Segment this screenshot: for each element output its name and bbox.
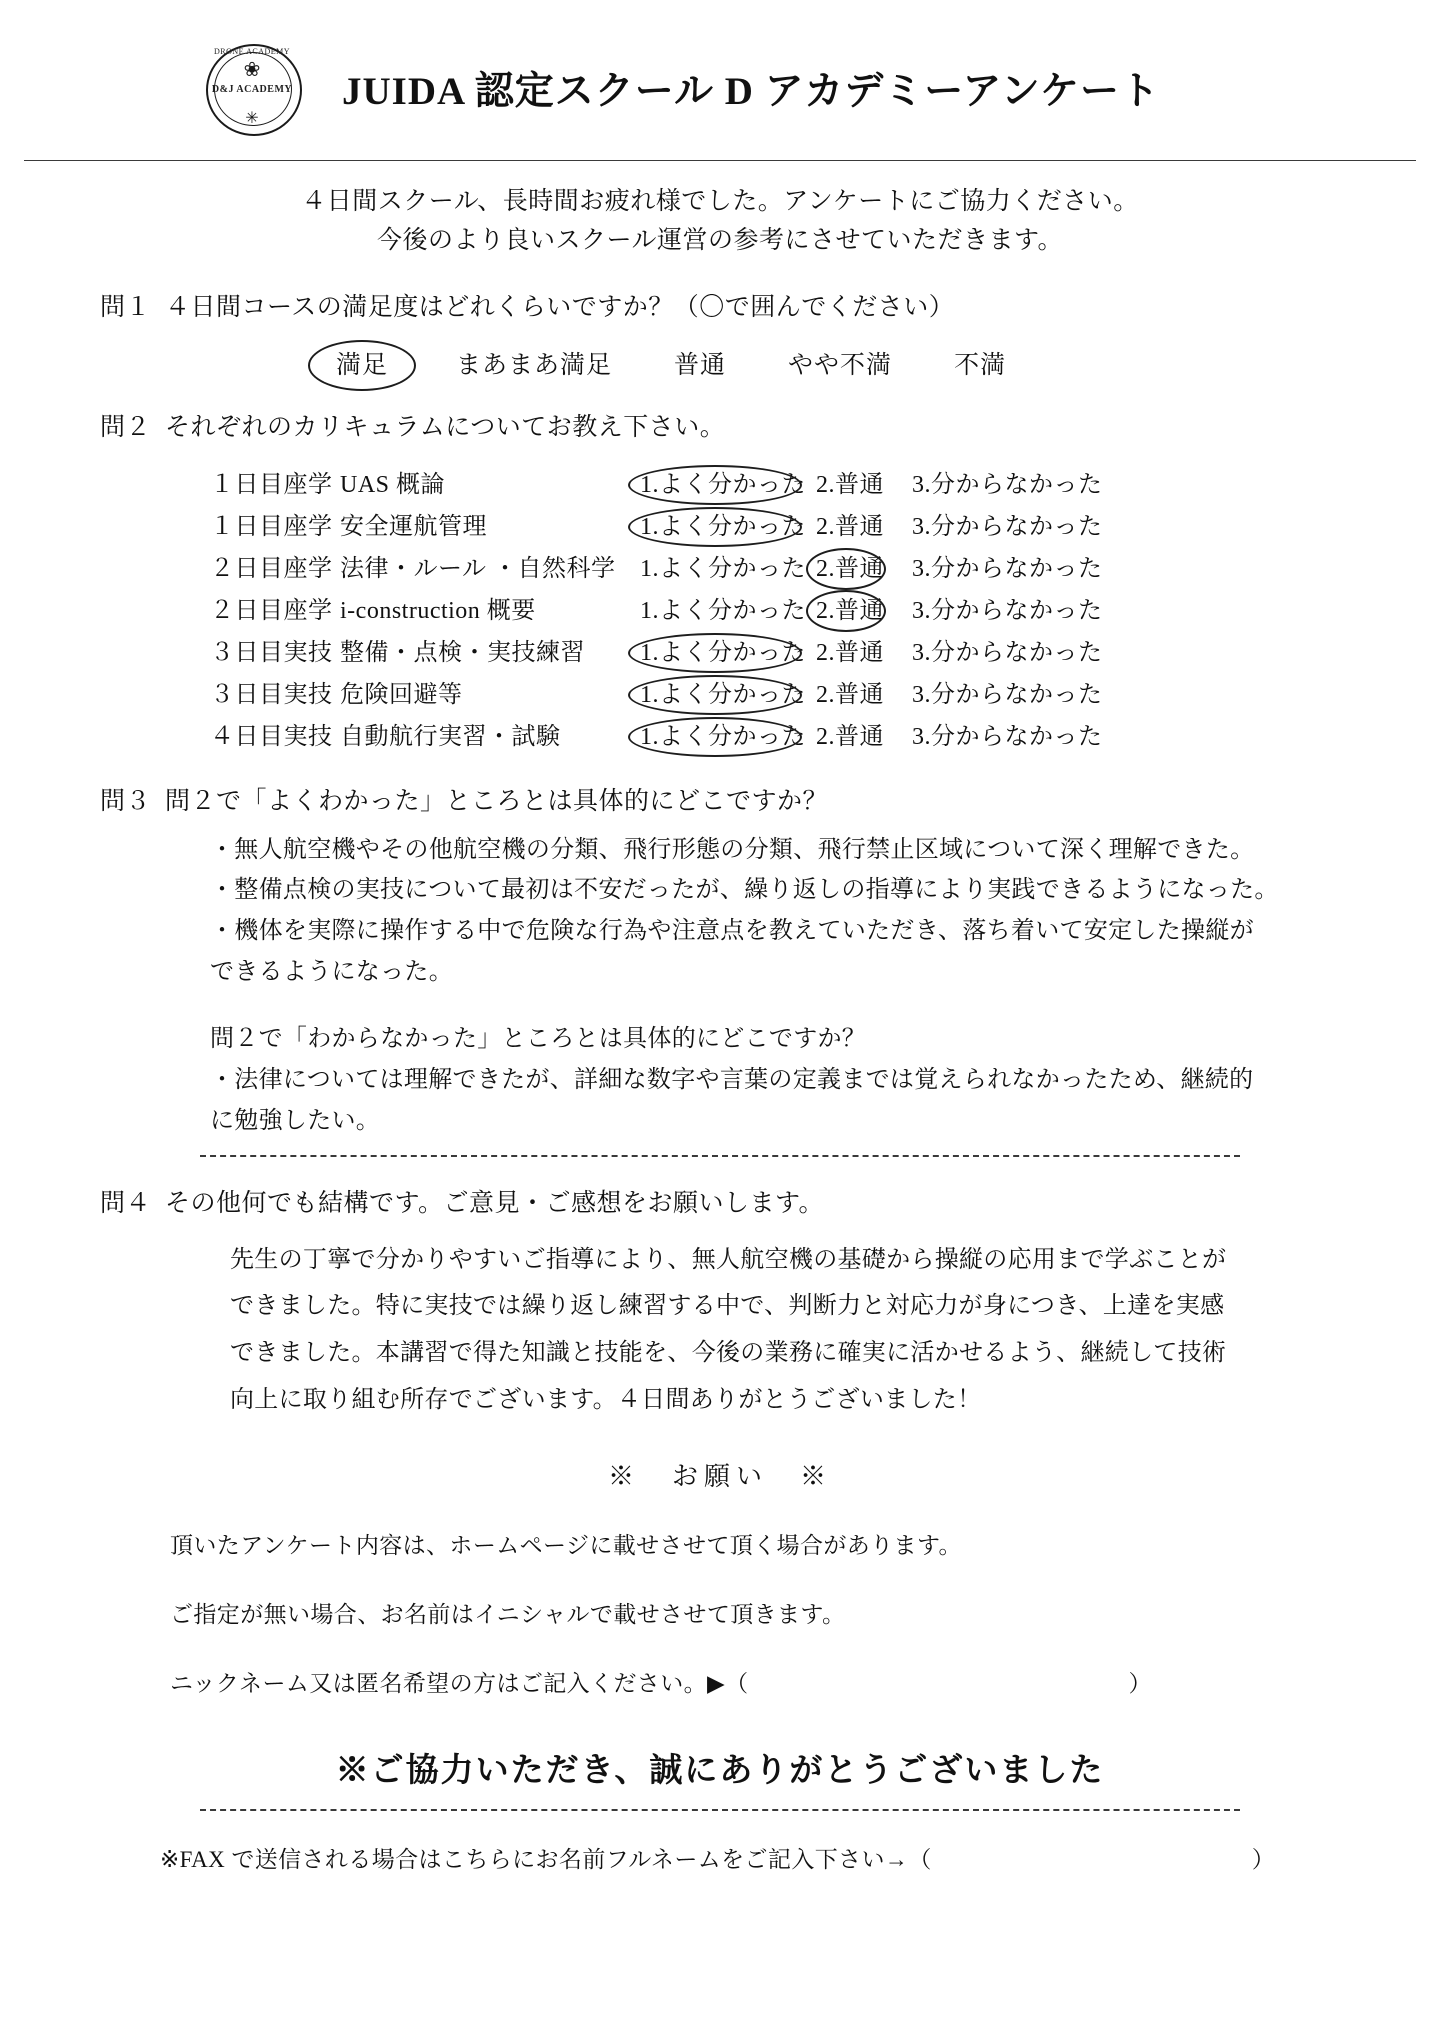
row-option-1[interactable] xyxy=(640,716,812,751)
row-option-1-label: 1.よく分かった xyxy=(640,682,806,708)
row-subject: 自動航行実習・試験 xyxy=(340,724,561,750)
row-option-2[interactable] xyxy=(816,548,908,583)
request-heading: ※ お願い ※ xyxy=(607,1461,832,1491)
row-option-2[interactable]: 2.普通 xyxy=(816,640,884,666)
document-header xyxy=(0,0,1440,138)
table-row xyxy=(210,587,1440,629)
question-3 xyxy=(100,781,1440,817)
question-1-options xyxy=(330,345,1440,381)
closing-thanks: ※ご協力いただき、誠にありがとうございました xyxy=(335,1752,1105,1789)
nickname-paren-close: ） xyxy=(1128,1670,1152,1696)
q3-answer-line-4: できるようになった。 xyxy=(210,959,453,986)
row-option-3[interactable]: 3.分からなかった xyxy=(912,598,1103,624)
fax-name-line xyxy=(160,1841,1440,1874)
q4-answer-line-2: できました。特に実技では繰り返し練習する中で、判断力と対応力が身につき、上達を実感 xyxy=(230,1293,1225,1320)
drone-academy-logo-icon xyxy=(200,38,308,138)
q4-answer-line-3: できました。本講習で得た知識と技能を、今後の業務に確実に活かせるよう、継続して技術 xyxy=(230,1340,1227,1367)
question-3-number: 問３ xyxy=(100,787,152,815)
row-option-1[interactable] xyxy=(640,464,812,499)
question-4-text: その他何でも結構です。ご意見・ご感想をお願いします。 xyxy=(165,1189,825,1217)
table-row xyxy=(210,671,1440,713)
request-note-1: 頂いたアンケート内容は、ホームページに載せさせて頂く場合があります。 xyxy=(170,1532,962,1558)
question-3-answer xyxy=(210,831,1300,1141)
request-note-2: ご指定が無い場合、お名前はイニシャルで載せさせて頂きます。 xyxy=(170,1601,846,1627)
question-2-text: それぞれのカリキュラムについてお教え下さい。 xyxy=(165,413,726,441)
q3-sub-answer-line-1: ・法律については理解できたが、詳細な数字や言葉の定義までは覚えられなかったため、継続的 xyxy=(210,1066,1254,1093)
question-4-answer xyxy=(230,1237,1290,1424)
row-option-1[interactable] xyxy=(640,506,812,541)
q1-option-0-label: 満足 xyxy=(330,350,394,381)
q4-answer-line-1: 先生の丁寧で分かりやすいご指導により、無人航空機の基礎から操縦の応用まで学ぶことが xyxy=(230,1246,1227,1273)
row-option-2-label: 2.普通 xyxy=(816,598,884,624)
nickname-label: ニックネーム又は匿名希望の方はご記入ください。▶（ xyxy=(170,1670,749,1696)
intro-text xyxy=(0,183,1440,261)
q3-answer-line-3: ・機体を実際に操作する中で危険な行為や注意点を教えていただき、落ち着いて安定した操縦が xyxy=(210,918,1254,945)
row-subject: 整備・点検・実技練習 xyxy=(340,640,585,666)
logo-foot-icon: ✳ xyxy=(245,110,259,127)
q3-sub-question: 問２で「わからなかった」ところとは具体的にどこですか？ xyxy=(210,1026,867,1052)
q3-sub-answer-line-2: に勉強したい。 xyxy=(210,1107,381,1134)
row-option-3[interactable]: 3.分からなかった xyxy=(912,472,1103,498)
question-1 xyxy=(100,287,1440,323)
table-row xyxy=(210,545,1440,587)
q3-answer-line-1: ・無人航空機やその他航空機の分類、飛行形態の分類、飛行禁止区域について深く理解できた。 xyxy=(210,836,1255,863)
row-option-1[interactable] xyxy=(640,632,812,667)
q1-option-1[interactable]: まあまあ満足 xyxy=(456,351,613,379)
row-option-3[interactable]: 3.分からなかった xyxy=(912,640,1103,666)
row-option-1-label: 1.よく分かった xyxy=(640,514,806,540)
table-row xyxy=(210,503,1440,545)
row-day: １日目座学 xyxy=(210,514,333,540)
row-subject: i-construction 概要 xyxy=(340,598,536,624)
question-2-number: 問２ xyxy=(100,413,152,441)
row-option-2[interactable]: 2.普通 xyxy=(816,724,884,750)
row-day: ３日目実技 xyxy=(210,682,333,708)
logo-mid-text: D&J ACADEMY xyxy=(211,84,293,95)
q3-answer-line-2: ・整備点検の実技について最初は不安だったが、繰り返しの指導により実践できるようになった。 xyxy=(210,877,1279,904)
page-title: JUIDA 認定スクール D アカデミーアンケート xyxy=(342,70,1160,113)
row-subject: 危険回避等 xyxy=(340,682,463,708)
row-option-3[interactable]: 3.分からなかった xyxy=(912,724,1103,750)
closing-divider xyxy=(200,1809,1240,1811)
header-divider xyxy=(24,160,1416,161)
row-subject: 安全運航管理 xyxy=(340,514,487,540)
row-subject: 法律・ルール ・自然科学 xyxy=(340,556,616,582)
row-option-1-label: 1.よく分かった xyxy=(640,724,806,750)
q1-option-2[interactable]: 普通 xyxy=(674,351,727,379)
q1-option-4[interactable]: 不満 xyxy=(954,351,1007,379)
row-option-2[interactable]: 2.普通 xyxy=(816,472,884,498)
intro-line-2: 今後のより良いスクール運営の参考にさせていただきます。 xyxy=(376,226,1063,254)
row-option-3[interactable]: 3.分からなかった xyxy=(912,514,1103,540)
question-2 xyxy=(100,407,1440,443)
question-1-text: ４日間コースの満足度はどれくらいですか？（〇で囲んでください） xyxy=(165,293,955,321)
fax-label: ※FAX で送信される場合はこちらにお名前フルネームをご記入下さい→（ xyxy=(160,1846,932,1872)
q1-option-0[interactable] xyxy=(330,345,394,381)
row-day: １日目座学 xyxy=(210,472,333,498)
q1-option-3[interactable]: やや不満 xyxy=(788,351,893,379)
question-1-number: 問１ xyxy=(100,293,152,321)
question-3-text: 問２で「よくわかった」ところとは具体的にどこですか？ xyxy=(165,787,829,815)
row-subject: UAS 概論 xyxy=(340,472,446,498)
row-option-2[interactable]: 2.普通 xyxy=(816,682,884,708)
row-option-3[interactable]: 3.分からなかった xyxy=(912,682,1103,708)
row-option-1[interactable]: 1.よく分かった xyxy=(640,598,806,624)
question-4 xyxy=(100,1183,1440,1219)
row-day: ２日目座学 xyxy=(210,598,333,624)
fax-paren-close: ） xyxy=(1251,1846,1276,1872)
row-option-1-label: 1.よく分かった xyxy=(640,640,806,666)
table-row xyxy=(210,461,1440,503)
row-day: ３日目実技 xyxy=(210,640,333,666)
request-note-3 xyxy=(170,1665,1440,1698)
logo-glyph-icon: ❀ xyxy=(243,59,261,81)
answer-divider xyxy=(200,1155,1240,1157)
question-4-number: 問４ xyxy=(100,1189,152,1217)
row-option-2[interactable]: 2.普通 xyxy=(816,514,884,540)
row-option-2[interactable] xyxy=(816,590,908,625)
row-option-2-label: 2.普通 xyxy=(816,556,884,582)
intro-line-1: ４日間スクール、長時間お疲れ様でした。アンケートにご協力ください。 xyxy=(301,188,1139,215)
row-option-1[interactable] xyxy=(640,674,812,709)
table-row xyxy=(210,629,1440,671)
row-day: ２日目座学 xyxy=(210,556,333,582)
curriculum-table xyxy=(210,461,1440,755)
row-option-1[interactable]: 1.よく分かった xyxy=(640,556,806,582)
q4-answer-line-4: 向上に取り組む所存でございます。４日間ありがとうございました！ xyxy=(230,1387,982,1414)
logo-top-text: DRONE ACADEMY xyxy=(213,47,291,56)
table-row xyxy=(210,713,1440,755)
row-option-3[interactable]: 3.分からなかった xyxy=(912,556,1103,582)
row-option-1-label: 1.よく分かった xyxy=(640,472,806,498)
row-day: ４日目実技 xyxy=(210,724,333,750)
request-notes xyxy=(170,1527,1440,1698)
